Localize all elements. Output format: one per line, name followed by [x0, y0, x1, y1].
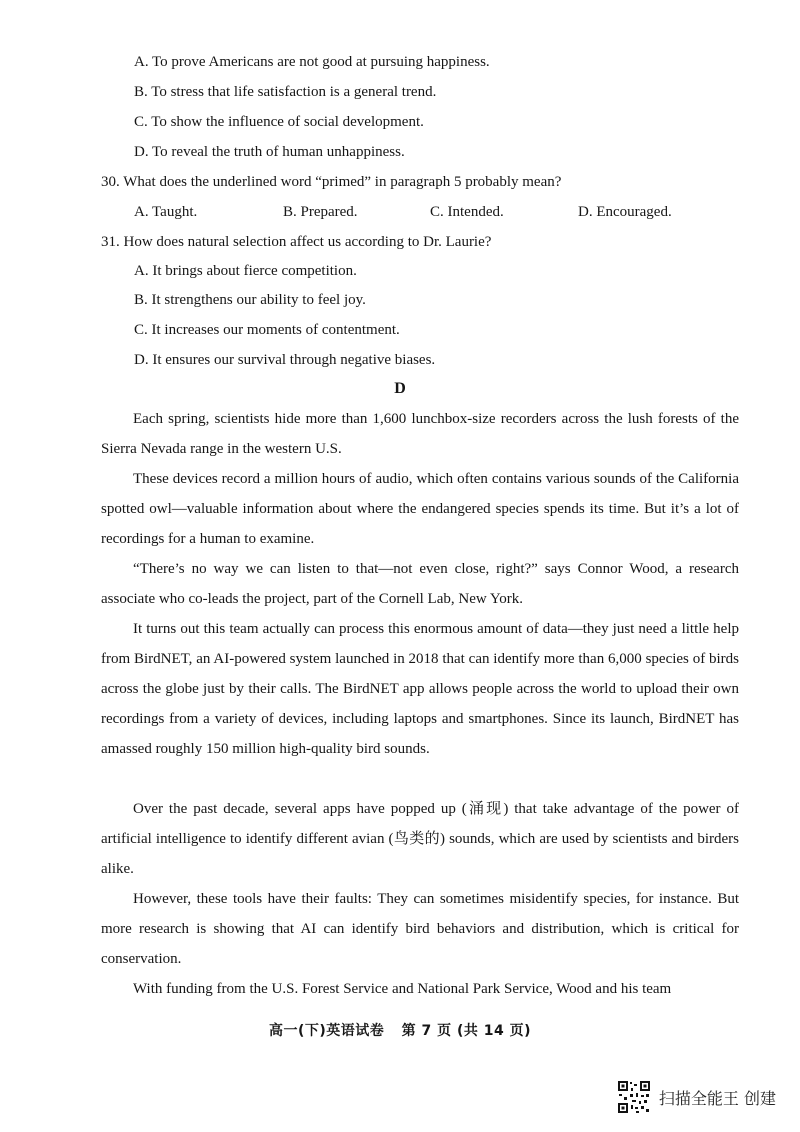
footer-title: 高一(下)英语试卷 [268, 1023, 385, 1039]
page-footer [0, 1020, 800, 1040]
q31-option-b: B. It strengthens our ability to feel joy. [134, 292, 366, 308]
q30-stem: 30. What does the underlined word “primed” in paragraph 5 probably mean? [101, 174, 562, 190]
paragraph-2: These devices record a million hours of audio, which often contains various sounds of the California spotted owl—valuable information about where the endangered species spends its time. But it’s a lot of recordings for a human to examine. [101, 471, 739, 547]
q31-option-a: A. It brings about fierce competition. [134, 263, 357, 279]
q29-option-c: C. To show the influence of social development. [134, 114, 424, 130]
q31-stem: 31. How does natural selection affect us according to Dr. Laurie? [101, 234, 492, 250]
q29-option-d: D. To reveal the truth of human unhappiness. [134, 144, 405, 160]
q31-option-d: D. It ensures our survival through negative biases. [134, 352, 436, 368]
q29-option-b: B. To stress that life satisfaction is a general trend. [134, 84, 437, 100]
footer-page-number: 第 7 页 (共 14 页) [401, 1023, 532, 1039]
q30-option-b: B. Prepared. [283, 204, 358, 220]
q31-option-c: C. It increases our moments of contentment. [134, 322, 400, 338]
section-heading: D [394, 380, 406, 397]
paragraph-1: Each spring, scientists hide more than 1,600 lunchbox-size recorders across the lush forests of the Sierra Nevada range in the western U.S. [101, 411, 739, 457]
qr-code-icon [617, 1080, 651, 1114]
paragraph-6: However, these tools have their faults: They can sometimes misidentify species, for instance. But more research is showing that AI can identify bird behaviors and distribution, which is critical for conservation. [101, 891, 739, 967]
paragraph-5: Over the past decade, several apps have popped up (涌现) that take advantage of the power of artificial intelligence to identify different avian (鸟类的) sounds, which are used by scientists and birders alike. [101, 801, 739, 877]
scanner-watermark [617, 1080, 776, 1114]
paragraph-7: With funding from the U.S. Forest Service and National Park Service, Wood and his team [133, 981, 672, 997]
q30-option-d: D. Encouraged. [578, 204, 672, 220]
scanner-label: 扫描全能王 创建 [658, 1088, 776, 1108]
paragraph-3: “There’s no way we can listen to that—not even close, right?” says Connor Wood, a research associate who co-leads the project, part of the Cornell Lab, New York. [101, 561, 739, 607]
q30-option-c: C. Intended. [430, 204, 504, 220]
q30-option-a: A. Taught. [134, 204, 198, 220]
paragraph-4: It turns out this team actually can process this enormous amount of data—they just need a little help from BirdNET, an AI-powered system launched in 2018 that can identify more than 6,000 species of birds across the globe just by their calls. The BirdNET app allows people across the world to upload their own recordings from a variety of devices, including laptops and smartphones. Since its launch, BirdNET has amassed roughly 150 million high-quality bird sounds. [101, 621, 739, 757]
q29-option-a: A. To prove Americans are not good at pursuing happiness. [134, 54, 490, 70]
